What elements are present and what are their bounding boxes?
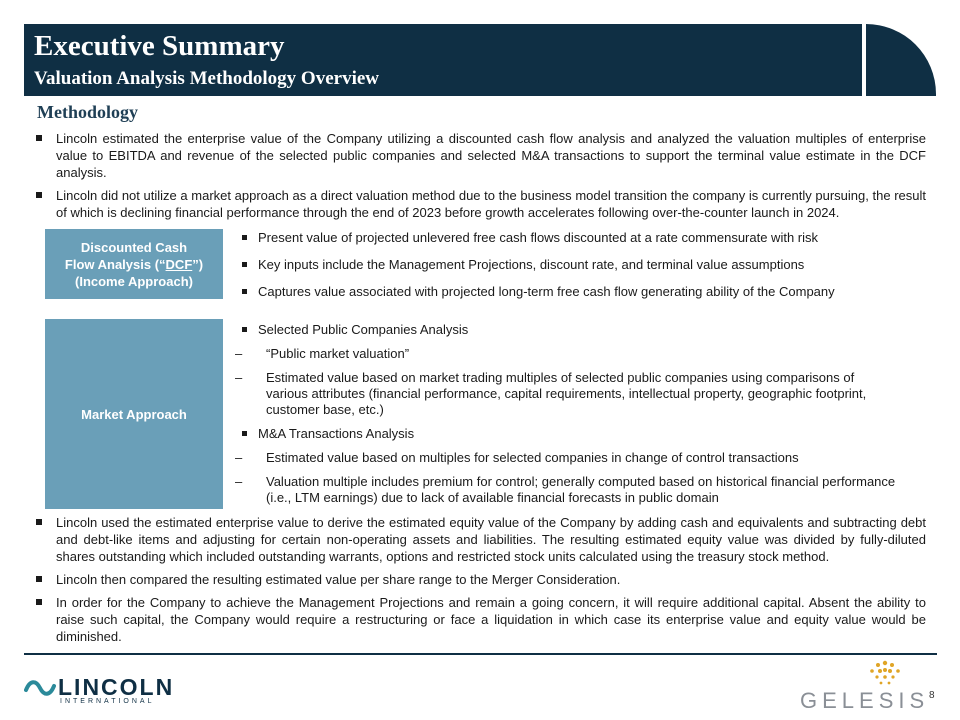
- dcf-label-box: [45, 229, 223, 299]
- dcf-label-line3: (Income Approach): [75, 273, 193, 289]
- page-subtitle: Valuation Analysis Methodology Overview: [34, 68, 380, 89]
- dcf-item-list: [239, 230, 899, 308]
- closing-bullet-list: [36, 514, 926, 651]
- gelesis-wordmark: GELESIS: [800, 688, 930, 713]
- lincoln-wordmark: LINCOLN: [58, 674, 175, 700]
- intro-bullet: Lincoln did not utilize a market approach as a direct valuation method due to the business model transition the company is currently pursuing, the result of which is declining financial performance through the end of 2023 before growth accelerates following over-the-counter launch in 2024.: [36, 187, 926, 221]
- closing-bullet: Lincoln used the estimated enterprise value to derive the estimated equity value of the Company by adding cash and equivalents and subtracting debt and debt-like items and adjusting for certain non-operating assets and liabilities. The resulting estimated equity value was divided by fully-diluted shares outstanding which included outstanding warrants, options and restricted stock units calculated using the treasury stock method.: [36, 514, 926, 565]
- lincoln-logo: [24, 674, 174, 710]
- lincoln-wave-icon: [24, 678, 56, 698]
- section-heading: Methodology: [37, 102, 138, 122]
- dcf-label-line1: Discounted Cash: [80, 239, 188, 255]
- header-corner-tab: [866, 24, 936, 96]
- market-approach-label: Market Approach: [81, 406, 187, 422]
- public-companies-item: – “Public market valuation”: [239, 346, 899, 362]
- page-number: 8: [929, 690, 935, 701]
- public-companies-heading: Selected Public Companies Analysis: [239, 322, 899, 338]
- ma-transactions-heading: M&A Transactions Analysis: [239, 426, 899, 442]
- page-title: Executive Summary: [34, 30, 285, 62]
- intro-bullet-list: [36, 130, 926, 227]
- closing-bullet: Lincoln then compared the resulting estimated value per share range to the Merger Consideration.: [36, 571, 926, 588]
- market-item-list: [239, 322, 899, 514]
- dcf-item: Present value of projected unlevered free cash flows discounted at a rate commensurate with risk: [239, 230, 899, 246]
- intro-bullet: Lincoln estimated the enterprise value of the Company utilizing a discounted cash flow analysis and analyzed the valuation multiples of enterprise value to EBITDA and revenue of the selected public companies and selected M&A transactions to support the terminal value estimate in the DCF analysis.: [36, 130, 926, 181]
- public-companies-item: – Estimated value based on market trading multiples of selected public companies using comparisons of various attributes (financial performance, capital requirements, intellectual property, geographic footprint, customer base, etc.): [239, 370, 899, 418]
- gelesis-logo: [796, 660, 930, 714]
- footer-divider: [24, 653, 937, 655]
- ma-transactions-item: – Valuation multiple includes premium for control; generally computed based on historical financial performance (i.e., LTM earnings) due to lack of available financial forecasts in public domain: [239, 474, 899, 506]
- dcf-label-line2b: ”): [192, 256, 204, 272]
- dcf-label-abbr: DCF: [165, 256, 193, 272]
- gelesis-dots-icon: [860, 660, 910, 690]
- dcf-label-line2a: Flow Analysis (“: [64, 256, 166, 272]
- ma-transactions-item: – Estimated value based on multiples for selected companies in change of control transactions: [239, 450, 899, 466]
- market-approach-box: [45, 319, 223, 509]
- dcf-item: Captures value associated with projected long-term free cash flow generating ability of the Company: [239, 284, 899, 300]
- closing-bullet: In order for the Company to achieve the Management Projections and remain a going concern, it will require additional capital. Absent the ability to raise such capital, the Company would require a restructuring or face a liquidation in which case its enterprise value and equity value would be diminished.: [36, 594, 926, 645]
- dcf-item: Key inputs include the Management Projections, discount rate, and terminal value assumptions: [239, 257, 899, 273]
- header-bar: [24, 24, 862, 96]
- lincoln-subtitle: INTERNATIONAL: [60, 698, 155, 705]
